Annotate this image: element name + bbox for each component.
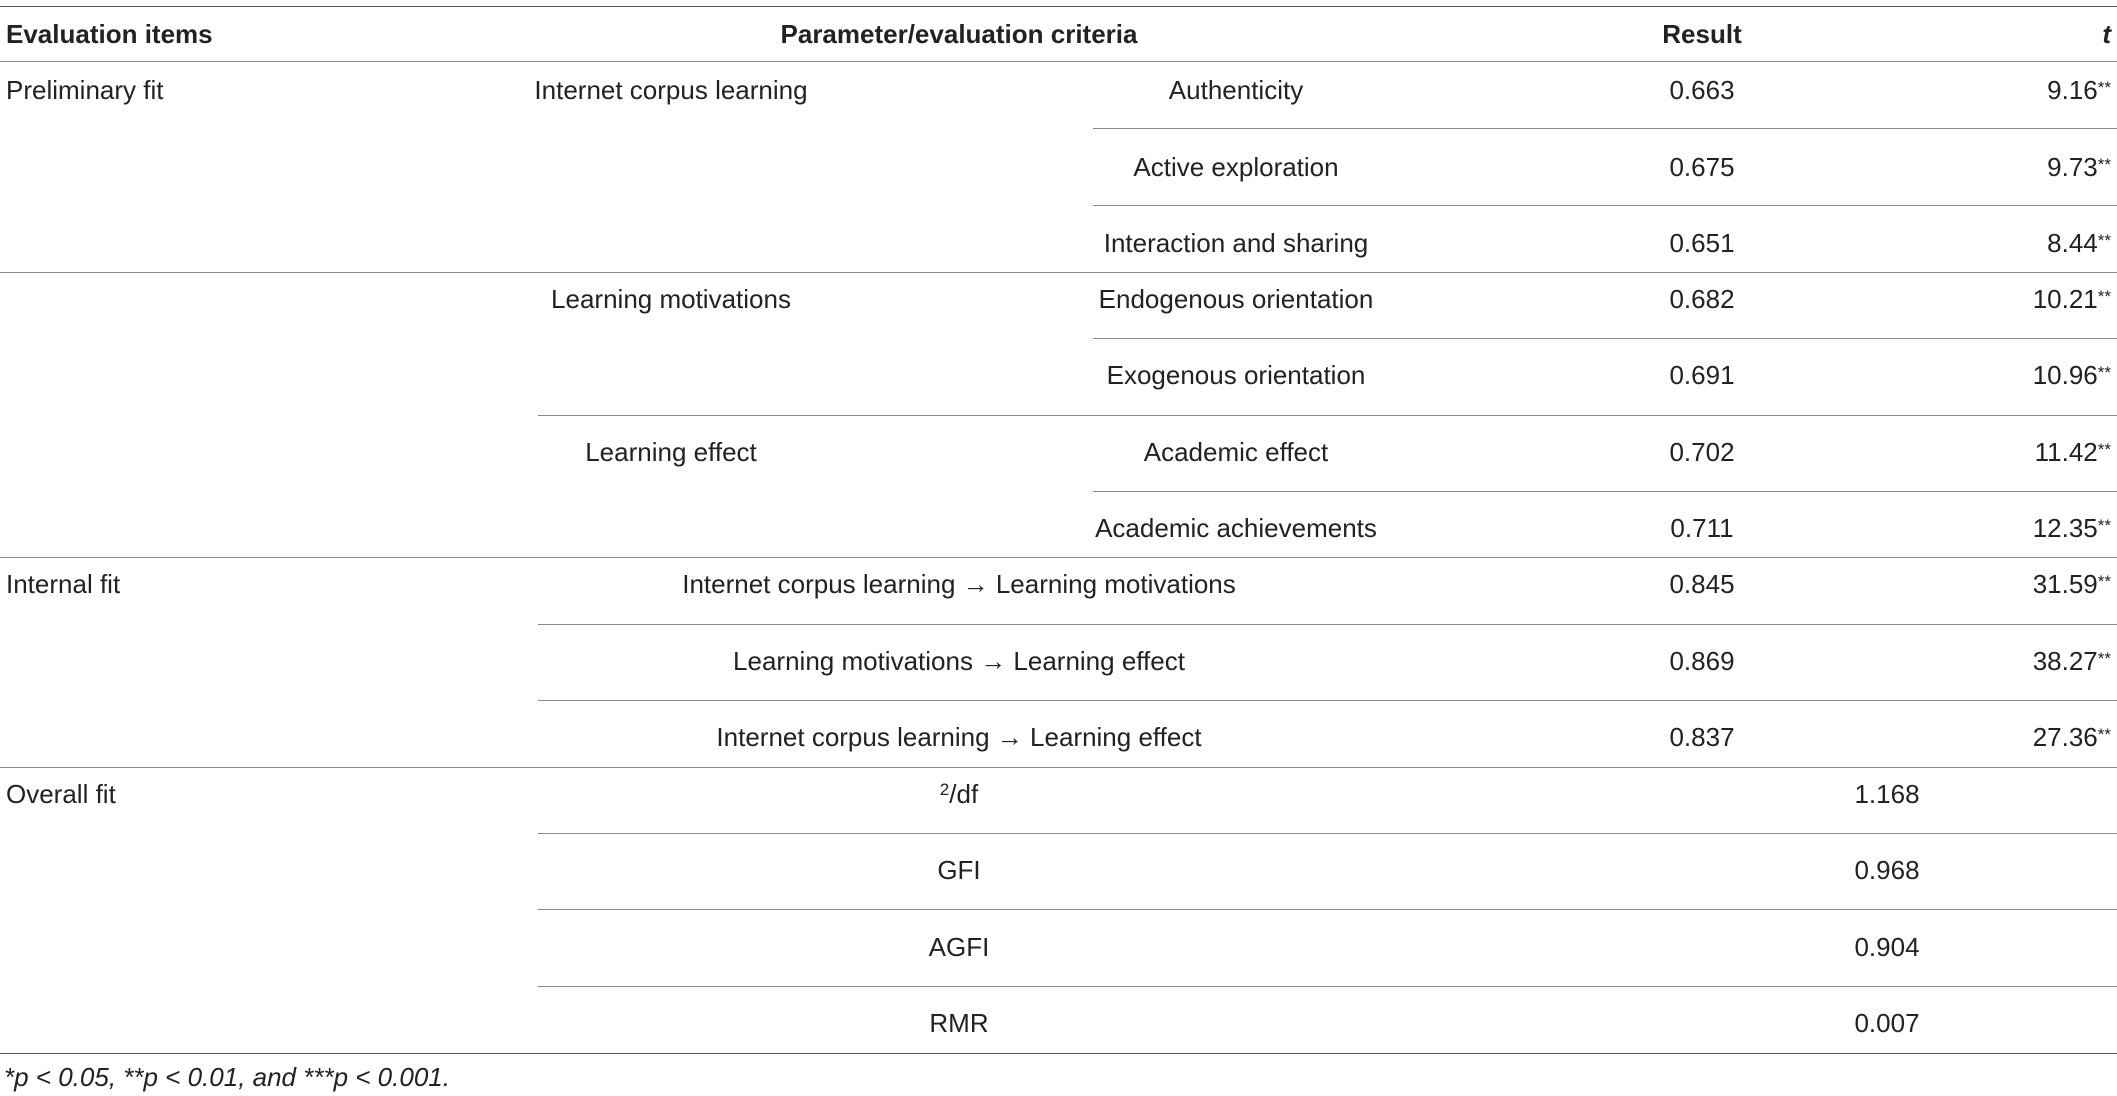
header-criteria: Parameter/evaluation criteria xyxy=(780,19,1138,49)
criterion-label: Endogenous orientation xyxy=(1098,284,1374,314)
result-value: 0.711 xyxy=(1670,513,1734,543)
footnote: *p < 0.05, **p < 0.01, and ***p < 0.001. xyxy=(4,1062,450,1092)
header-t: t xyxy=(2102,19,2111,49)
path-label: Internet corpus learning → Learning effect xyxy=(716,722,1202,752)
criterion-label: Authenticity xyxy=(1168,75,1304,105)
row-rule xyxy=(1093,338,2117,339)
table-top-rule xyxy=(0,6,2117,7)
header-result: Result xyxy=(1662,19,1742,49)
header-rule xyxy=(0,61,2117,62)
t-value: 38.27** xyxy=(2032,646,2111,676)
fit-index-label: RMR xyxy=(929,1008,989,1038)
row-rule xyxy=(538,909,2117,910)
t-value: 31.59** xyxy=(2032,569,2111,599)
t-value: 8.44** xyxy=(2047,228,2111,258)
group-name: Learning motivations xyxy=(551,284,791,314)
fit-index-value: 1.168 xyxy=(1854,779,1920,809)
result-value: 0.663 xyxy=(1669,75,1735,105)
header-evaluation-items: Evaluation items xyxy=(6,19,213,49)
fit-index-label: GFI xyxy=(937,855,981,885)
t-value: 27.36** xyxy=(2032,722,2111,752)
criterion-label: Academic effect xyxy=(1143,437,1329,467)
path-label: Internet corpus learning → Learning motivations xyxy=(682,569,1236,599)
path-label: Learning motivations → Learning effect xyxy=(733,646,1185,676)
fit-index-label: $^2$/df xyxy=(939,779,979,809)
row-rule xyxy=(538,624,2117,625)
criterion-label: Active exploration xyxy=(1133,152,1339,182)
group-name: Internet corpus learning xyxy=(534,75,808,105)
section-label-overall: Overall fit xyxy=(6,779,116,809)
row-rule xyxy=(538,833,2117,834)
t-value: 10.96** xyxy=(2032,360,2111,390)
group-name: Learning effect xyxy=(585,437,757,467)
fit-index-value: 0.007 xyxy=(1854,1008,1920,1038)
section-label-preliminary: Preliminary fit xyxy=(6,75,164,105)
fit-index-label: AGFI xyxy=(928,932,990,962)
result-value: 0.702 xyxy=(1669,437,1735,467)
t-value: 11.42** xyxy=(2034,437,2111,467)
row-rule xyxy=(1093,128,2117,129)
group-rule xyxy=(0,272,2117,273)
fit-index-value: 0.904 xyxy=(1854,932,1920,962)
table-bottom-rule xyxy=(0,1053,2117,1054)
result-value: 0.675 xyxy=(1669,152,1735,182)
section-label-internal: Internal fit xyxy=(6,569,121,599)
criterion-label: Academic achievements xyxy=(1095,513,1377,543)
t-value: 10.21** xyxy=(2032,284,2111,314)
criterion-label: Exogenous orientation xyxy=(1106,360,1366,390)
t-value: 9.16** xyxy=(2047,75,2111,105)
row-rule xyxy=(538,415,2117,416)
result-value: 0.691 xyxy=(1669,360,1735,390)
result-value: 0.869 xyxy=(1669,646,1735,676)
fit-index-value: 0.968 xyxy=(1854,855,1920,885)
section-rule xyxy=(0,557,2117,558)
row-rule xyxy=(538,986,2117,987)
result-value: 0.845 xyxy=(1669,569,1735,599)
row-rule xyxy=(1093,491,2117,492)
result-value: 0.651 xyxy=(1669,228,1735,258)
row-rule xyxy=(1093,205,2117,206)
row-rule xyxy=(538,700,2117,701)
result-value: 0.837 xyxy=(1669,722,1735,752)
criterion-label: Interaction and sharing xyxy=(1103,228,1369,258)
t-value: 12.35** xyxy=(2032,513,2111,543)
t-value: 9.73** xyxy=(2047,152,2111,182)
section-rule xyxy=(0,767,2117,768)
result-value: 0.682 xyxy=(1669,284,1735,314)
